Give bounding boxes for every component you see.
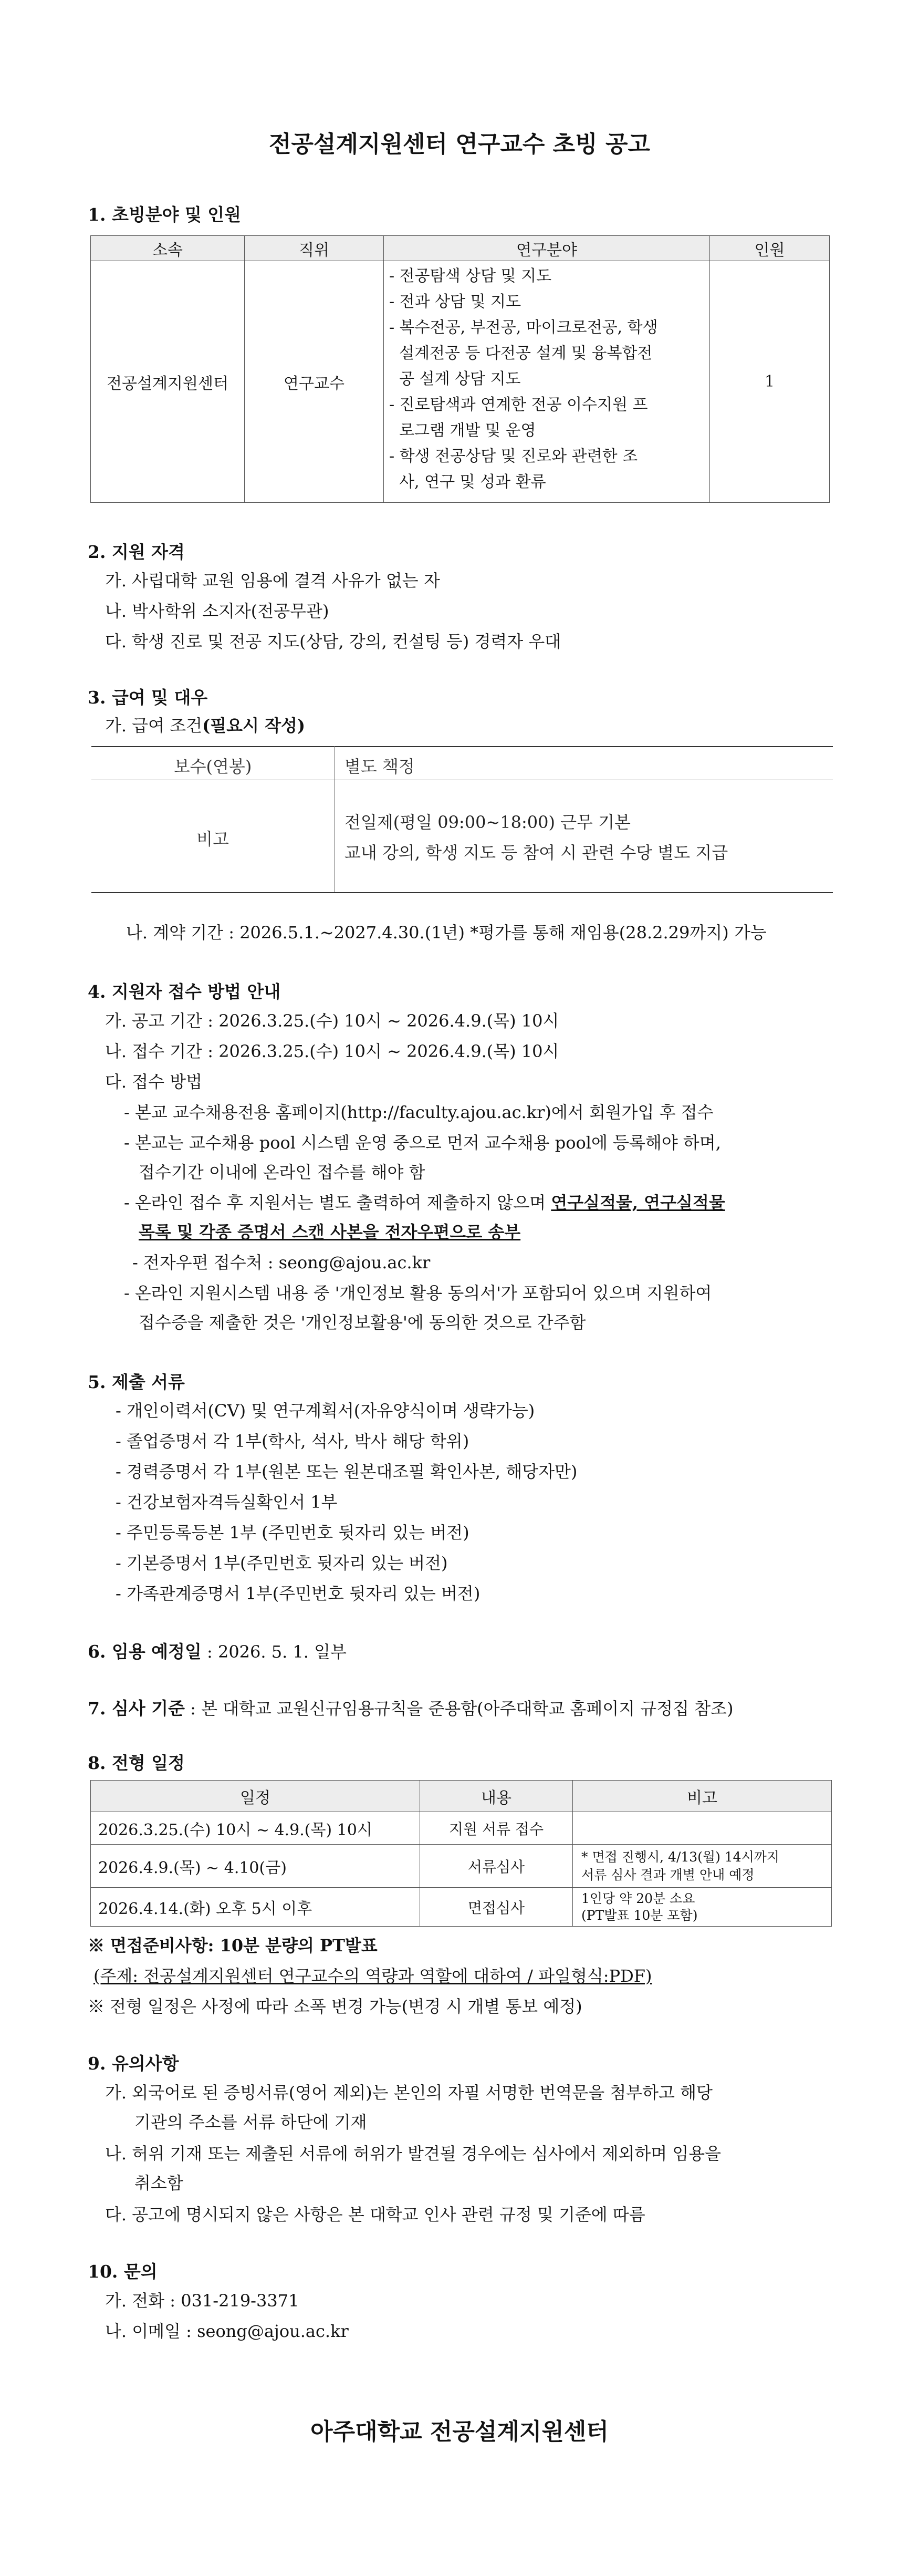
field-line: - 복수전공, 부전공, 마이크로전공, 학생 bbox=[389, 318, 658, 337]
application-period: 나. 접수 기간 : 2026.3.25.(수) 10시 ~ 2026.4.9.(목) 10시 bbox=[105, 1041, 559, 1061]
caution-item-cont: 취소함 bbox=[134, 2173, 183, 2193]
note-line: 교내 강의, 학생 지도 등 참여 시 관련 수당 별도 지급 bbox=[344, 843, 728, 863]
qualification-item: 나. 박사학위 소지자(전공무관) bbox=[105, 601, 329, 621]
schedule-table bbox=[90, 1780, 832, 1927]
document-item: - 건강보험자격득실확인서 1부 bbox=[116, 1492, 338, 1512]
schedule-note bbox=[573, 1812, 832, 1845]
schedule-change-note: ※ 전형 일정은 사정에 따라 소폭 변경 가능(변경 시 개별 통보 예정) bbox=[88, 1996, 582, 2016]
caution-item-cont: 기관의 주소를 서류 하단에 기재 bbox=[134, 2112, 367, 2132]
salary-table-bottom-rule bbox=[91, 892, 833, 893]
section-9-heading: 9. 유의사항 bbox=[88, 2053, 179, 2074]
section-7-heading: 7. 심사 기준 bbox=[88, 1698, 185, 1719]
schedule-note-line: * 면접 진행시, 4/13(월) 14시까지 bbox=[581, 1849, 780, 1865]
section-4-heading: 4. 지원자 접수 방법 안내 bbox=[88, 981, 281, 1002]
salary-subheading bbox=[105, 712, 305, 737]
method-item: - 온라인 지원시스템 내용 중 '개인정보 활용 동의서'가 포함되어 있으며 지원하여 bbox=[124, 1283, 712, 1303]
document-item: - 기본증명서 1부(주민번호 뒷자리 있는 버전) bbox=[116, 1553, 448, 1573]
qualification-item: 다. 학생 진로 및 전공 지도(상담, 강의, 컨설팅 등) 경력자 우대 bbox=[105, 632, 561, 651]
email-reception: - 전자우편 접수처 : seong@ajou.ac.kr bbox=[132, 1253, 431, 1273]
caution-item: 가. 외국어로 된 증빙서류(영어 제외)는 본인의 자필 서명한 번역문을 첨부하고 해당 bbox=[105, 2083, 713, 2103]
method-item-emphasis: 연구실적물, 연구실적물 bbox=[551, 1193, 725, 1213]
method-item-cont: 접수증을 제출한 것은 '개인정보활용'에 동의한 것으로 간주함 bbox=[139, 1312, 586, 1332]
method-item-emphasis-cont: 목록 및 각종 증명서 스캔 사본을 전자우편으로 송부 bbox=[139, 1222, 521, 1242]
field-line: - 전공탐색 상담 및 지도 bbox=[389, 267, 552, 285]
document-item: - 경력증명서 각 1부(원본 또는 원본대조필 확인사본, 해당자만) bbox=[116, 1462, 578, 1482]
section-3-heading: 3. 급여 및 대우 bbox=[88, 687, 208, 708]
method-item: - 본교 교수채용전용 홈페이지(http://faculty.ajou.ac.kr)에서 회원가입 후 접수 bbox=[124, 1102, 714, 1122]
salary-table-top-rule bbox=[91, 746, 833, 747]
schedule-content: 지원 서류 접수 bbox=[420, 1812, 573, 1845]
col-note: 비고 bbox=[573, 1781, 832, 1812]
schedule-note bbox=[573, 1845, 832, 1888]
review-criteria bbox=[88, 1695, 733, 1720]
col-field: 연구분야 bbox=[384, 236, 710, 261]
section-6-heading: 6. 임용 예정일 bbox=[88, 1641, 202, 1662]
section-5-heading: 5. 제출 서류 bbox=[88, 1372, 185, 1392]
schedule-date: 2026.3.25.(수) 10시 ~ 4.9.(목) 10시 bbox=[91, 1812, 420, 1845]
contact-email: 나. 이메일 : seong@ajou.ac.kr bbox=[105, 2321, 349, 2341]
col-dept: 소속 bbox=[91, 236, 245, 261]
field-line: - 학생 전공상담 및 진로와 관련한 조 bbox=[389, 447, 638, 465]
document-item: - 주민등록등본 1부 (주민번호 뒷자리 있는 버전) bbox=[116, 1523, 469, 1543]
section-8-heading: 8. 전형 일정 bbox=[88, 1753, 185, 1773]
schedule-date: 2026.4.14.(화) 오후 5시 이후 bbox=[91, 1888, 420, 1927]
contract-period: 나. 계약 기간 : 2026.5.1.~2027.4.30.(1년) *평가를 통해 재임용(28.2.29까지) 가능 bbox=[126, 923, 767, 943]
appointment-date bbox=[88, 1638, 347, 1663]
schedule-content: 서류심사 bbox=[420, 1845, 573, 1888]
notice-period: 가. 공고 기간 : 2026.3.25.(수) 10시 ~ 2026.4.9.(목) 10시 bbox=[105, 1011, 559, 1031]
document-item: - 졸업증명서 각 1부(학사, 석사, 박사 해당 학위) bbox=[116, 1431, 469, 1451]
salary-subheading-note: (필요시 작성) bbox=[202, 716, 306, 736]
col-date: 일정 bbox=[91, 1781, 420, 1812]
field-cell bbox=[384, 261, 710, 503]
field-line: - 진로탐색과 연계한 전공 이수지원 프 bbox=[389, 396, 648, 414]
col-position: 직위 bbox=[245, 236, 384, 261]
col-count: 인원 bbox=[710, 236, 830, 261]
organization-signature: 아주대학교 전공설계지원센터 bbox=[310, 2418, 609, 2445]
note-line: 전일제(평일 09:00~18:00) 근무 기본 bbox=[344, 812, 631, 832]
qualification-item: 가. 사립대학 교원 임용에 결격 사유가 없는 자 bbox=[105, 571, 440, 591]
schedule-note-line: 1인당 약 20분 소요 bbox=[581, 1890, 695, 1906]
salary-table-divider bbox=[334, 746, 335, 892]
pay-value: 별도 책정 bbox=[344, 757, 415, 777]
schedule-note bbox=[573, 1888, 832, 1927]
schedule-content: 면접심사 bbox=[420, 1888, 573, 1927]
schedule-date: 2026.4.9.(목) ~ 4.10(금) bbox=[91, 1845, 420, 1888]
method-item bbox=[124, 1189, 725, 1214]
field-line: 설계전공 등 다전공 설계 및 융복합전 bbox=[389, 344, 653, 363]
field-line: 사, 연구 및 성과 환류 bbox=[389, 473, 546, 491]
caution-item: 나. 허위 기재 또는 제출된 서류에 허위가 발견될 경우에는 심사에서 제외하며 임용을 bbox=[105, 2144, 722, 2164]
review-criteria-value: : 본 대학교 교원신규임용규칙을 준용함(아주대학교 홈페이지 규정집 참조) bbox=[184, 1699, 734, 1719]
field-line: - 전과 상담 및 지도 bbox=[389, 293, 521, 311]
schedule-note-line: 서류 심사 결과 개별 안내 예정 bbox=[581, 1867, 755, 1882]
note-label: 비고 bbox=[196, 829, 229, 849]
document-item: - 가족관계증명서 1부(주민번호 뒷자리 있는 버전) bbox=[116, 1584, 481, 1603]
field-line: 로그램 개발 및 운영 bbox=[389, 421, 536, 440]
contact-phone: 가. 전화 : 031-219-3371 bbox=[105, 2291, 299, 2311]
section-10-heading: 10. 문의 bbox=[88, 2261, 158, 2282]
caution-item: 다. 공고에 명시되지 않은 사항은 본 대학교 인사 관련 규정 및 기준에 따름 bbox=[105, 2205, 645, 2225]
appointment-date-value: : 2026. 5. 1. 일부 bbox=[201, 1642, 347, 1662]
method-item-text: - 온라인 접수 후 지원서는 별도 출력하여 제출하지 않으며 bbox=[124, 1193, 551, 1213]
application-method-heading: 다. 접수 방법 bbox=[105, 1072, 203, 1092]
pay-label: 보수(연봉) bbox=[173, 757, 252, 777]
position-cell: 연구교수 bbox=[245, 261, 384, 503]
method-item-cont: 접수기간 이내에 온라인 접수를 해야 함 bbox=[139, 1162, 425, 1182]
count-cell: 1 bbox=[710, 261, 830, 503]
section-2-heading: 2. 지원 자격 bbox=[88, 542, 185, 562]
page-title: 전공설계지원센터 연구교수 초빙 공고 bbox=[268, 131, 651, 158]
pt-topic: (주제: 전공설계지원센터 연구교수의 역량과 역할에 대하여 / 파일형식:PDF) bbox=[93, 1966, 652, 1986]
document-item: - 개인이력서(CV) 및 연구계획서(자유양식이며 생략가능) bbox=[116, 1401, 535, 1421]
recruitment-table bbox=[90, 235, 830, 503]
schedule-note-line: (PT발표 10분 포함) bbox=[581, 1907, 698, 1923]
col-content: 내용 bbox=[420, 1781, 573, 1812]
interview-prep: ※ 면접준비사항: 10분 분량의 PT발표 bbox=[88, 1936, 378, 1956]
section-1-heading: 1. 초빙분야 및 인원 bbox=[88, 204, 242, 225]
method-item: - 본교는 교수채용 pool 시스템 운영 중으로 먼저 교수채용 pool에 등록해야 하며, bbox=[124, 1133, 721, 1153]
field-line: 공 설계 상담 지도 bbox=[389, 370, 521, 388]
salary-subheading-text: 가. 급여 조건 bbox=[105, 716, 203, 736]
dept-cell: 전공설계지원센터 bbox=[91, 261, 245, 503]
